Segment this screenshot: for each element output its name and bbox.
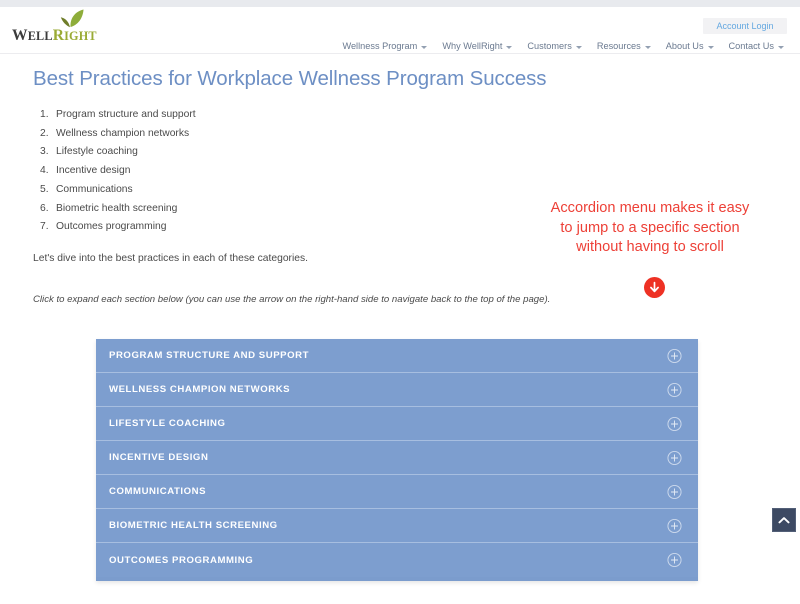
main-navigation	[342, 38, 784, 56]
plus-circle-icon[interactable]	[667, 484, 682, 499]
arrow-down-glyph	[648, 281, 661, 294]
accordion-item-label: BIOMETRIC HEALTH SCREENING	[109, 520, 278, 531]
site-logo[interactable]	[12, 9, 122, 51]
accordion-item-biometric-health-screening[interactable]	[96, 509, 698, 543]
list-item-number: 7.	[40, 221, 49, 233]
list-item-number: 5.	[40, 183, 49, 195]
accordion-item-label: LIFESTYLE COACHING	[109, 418, 226, 429]
nav-item-why-wellright[interactable]	[442, 42, 512, 51]
chevron-down-icon	[421, 46, 427, 49]
list-item-number: 2.	[40, 127, 49, 139]
list-item-label: Outcomes programming	[56, 221, 167, 233]
list-item-number: 1.	[40, 109, 49, 120]
list-item-label: Incentive design	[56, 165, 131, 177]
nav-item-label: Why WellRight	[442, 41, 503, 52]
list-item-label: Communications	[56, 183, 133, 195]
accordion-item-lifestyle-coaching[interactable]	[96, 407, 698, 441]
accordion-item-incentive-design[interactable]	[96, 441, 698, 475]
chevron-up-icon	[778, 516, 790, 525]
plus-circle-icon[interactable]	[667, 553, 682, 568]
list-item-number: 6.	[40, 202, 49, 214]
plus-circle-icon[interactable]	[667, 518, 682, 533]
accordion-item-label: PROGRAM STRUCTURE AND SUPPORT	[109, 350, 310, 361]
list-item	[40, 143, 370, 162]
nav-item-customers[interactable]	[527, 42, 581, 51]
annotation-line-2: to jump to a specific section	[560, 219, 740, 236]
plus-circle-icon[interactable]	[667, 348, 682, 363]
scroll-to-top-button[interactable]	[772, 508, 796, 532]
leaf-icon	[55, 9, 85, 29]
intro-paragraph: Let's dive into the best practices in each of these categories.	[33, 253, 308, 264]
list-item	[40, 162, 370, 181]
top-utility-strip	[0, 0, 800, 7]
nav-item-contact-us[interactable]	[729, 42, 784, 51]
best-practices-list	[40, 106, 370, 237]
annotation-line-1: Accordion menu makes it easy	[550, 200, 750, 216]
page-title: Best Practices for Workplace Wellness Program Success	[33, 67, 547, 90]
nav-item-label: Contact Us	[728, 41, 774, 52]
accordion-item-label: COMMUNICATIONS	[109, 486, 207, 497]
nav-item-label: Resources	[596, 41, 641, 52]
plus-circle-icon[interactable]	[667, 382, 682, 397]
list-item-label: Program structure and support	[56, 109, 196, 120]
list-item-label: Lifestyle coaching	[56, 146, 138, 158]
accordion-item-label: INCENTIVE DESIGN	[109, 452, 209, 463]
list-item	[40, 125, 370, 144]
accordion-item-program-structure-and-support[interactable]	[96, 339, 698, 373]
chevron-down-icon	[645, 46, 651, 49]
instructions-paragraph: Click to expand each section below (you can use the arrow on the right-hand side to navigate back to the top of the page).	[33, 294, 551, 305]
accordion-menu	[96, 339, 698, 581]
list-item-label: Wellness champion networks	[56, 127, 190, 139]
logo-wordmark: WELLRIGHT	[12, 27, 97, 44]
nav-item-wellness-program[interactable]	[342, 42, 427, 51]
accordion-item-label: WELLNESS CHAMPION NETWORKS	[109, 384, 291, 395]
chevron-down-icon	[576, 46, 582, 49]
nav-item-resources[interactable]	[597, 42, 651, 51]
annotation-line-3: without having to scroll	[576, 239, 724, 255]
nav-item-label: Customers	[527, 41, 572, 52]
accordion-item-wellness-champion-networks[interactable]	[96, 373, 698, 407]
chevron-down-icon	[778, 46, 784, 49]
list-item	[40, 181, 370, 200]
list-item-number: 4.	[40, 165, 49, 177]
nav-item-about-us[interactable]	[666, 42, 714, 51]
nav-item-label: Wellness Program	[342, 41, 418, 52]
list-item-label: Biometric health screening	[56, 202, 178, 214]
accordion-item-outcomes-programming[interactable]	[96, 543, 698, 577]
accordion-item-communications[interactable]	[96, 475, 698, 509]
plus-circle-icon[interactable]	[667, 450, 682, 465]
list-item	[40, 106, 370, 125]
annotation-callout	[510, 199, 790, 258]
list-item	[40, 218, 370, 237]
list-item-number: 3.	[40, 146, 49, 158]
account-login-button[interactable]: Account Login	[703, 18, 787, 34]
chevron-down-icon	[506, 46, 512, 49]
plus-circle-icon[interactable]	[667, 416, 682, 431]
nav-item-label: About Us	[665, 41, 704, 52]
accordion-item-label: OUTCOMES PROGRAMMING	[109, 554, 254, 566]
chevron-down-icon	[708, 46, 714, 49]
list-item	[40, 200, 370, 219]
site-header	[0, 7, 800, 54]
arrow-down-circle-icon	[644, 277, 665, 298]
